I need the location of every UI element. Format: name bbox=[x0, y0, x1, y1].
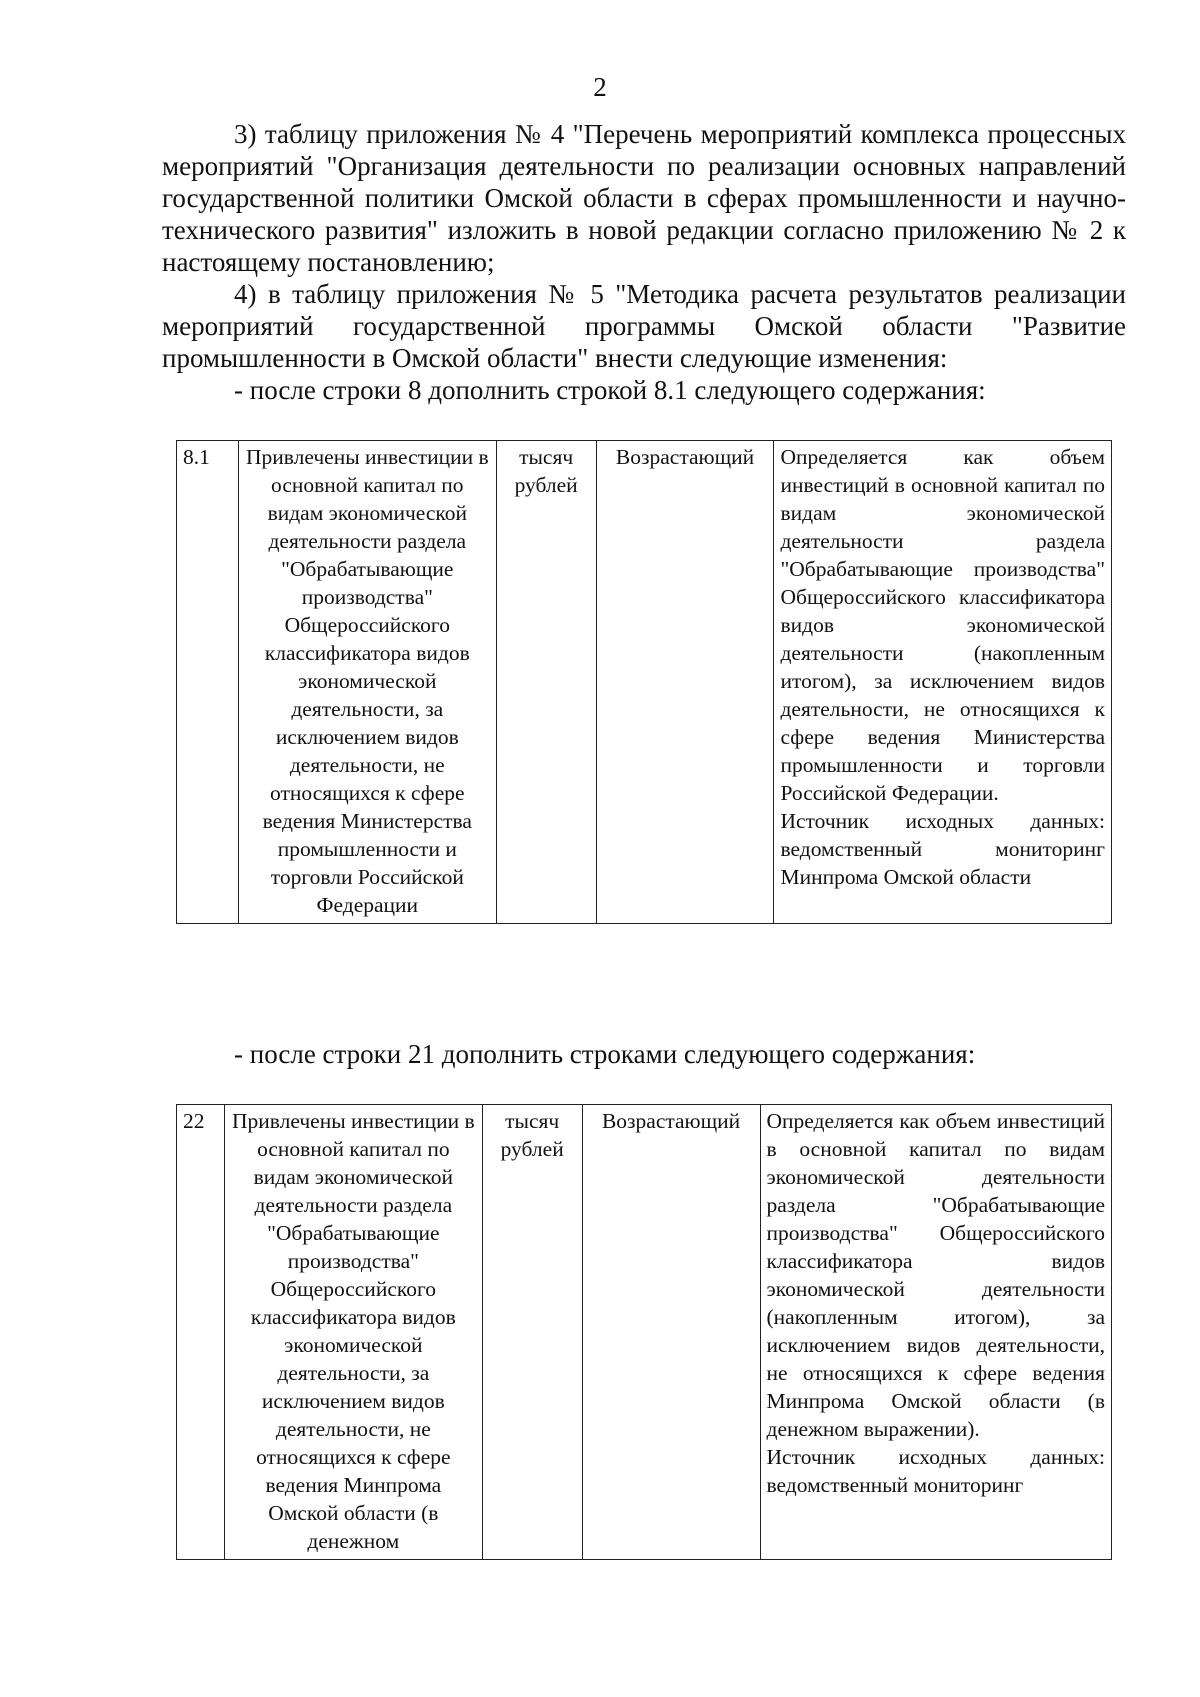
source-text: Источник исходных данных: ведомственный мониторинг bbox=[766, 1445, 1105, 1497]
table-row bbox=[177, 1105, 1112, 1560]
method-cell bbox=[774, 441, 1112, 924]
paragraph-item-4: 4) в таблицу приложения № 5 "Методика расчета результатов реализации мероприятий государственной программы Омской области "Развитие промышленности в Омской области" внести следующие изменения: bbox=[162, 279, 1126, 373]
paragraph-item-3: 3) таблицу приложения № 4 "Перечень мероприятий комплекса процессных мероприятий "Организация деятельности по реализации основных направлений государственной политики Омской области в сферах промышленности и научно-технического развития" изложить в новой редакции согласно приложению № 2 к настоящему постановлению; bbox=[162, 119, 1126, 277]
indicator-cell: Привлечены инвестиции в основной капитал по видам экономической деятельности раздела "Обрабатывающие производства" Общероссийского классификатора видов экономической деятельности, за исключением видов деятельности, не относящихся к сфере ведения Министерства промышленности и торговли Российской Федерации bbox=[238, 441, 496, 924]
unit-cell: тысяч рублей bbox=[496, 441, 596, 924]
row-number-cell: 8.1 bbox=[177, 441, 239, 924]
source-text: Источник исходных данных: ведомственный мониторинг Минпрома Омской области bbox=[780, 809, 1105, 889]
subheading-after-row-8: - после строки 8 дополнить строкой 8.1 следующего содержания: bbox=[234, 375, 986, 405]
body-text bbox=[162, 118, 1126, 406]
method-text: Определяется как объем инвестиций в основной капитал по видам экономической деятельности раздела "Обрабатывающие производства" Общероссийского классификатора видов экономической деятельности (накопленным итогом), за исключением видов деятельности, не относящихся к сфере ведения Минпрома Омской области (в денежном выражении). bbox=[766, 1109, 1105, 1441]
subheading-after-row-21: - после строки 21 дополнить строками следующего содержания: bbox=[234, 1039, 976, 1069]
unit-cell: тысяч рублей bbox=[482, 1105, 582, 1560]
method-cell bbox=[760, 1105, 1111, 1560]
method-text: Определяется как объем инвестиций в основной капитал по видам экономической деятельности раздела "Обрабатывающие производства" Общероссийского классификатора видов экономической деятельности (накопленным итогом), за исключением видов деятельности, не относящихся к сфере ведения Министерства промышленности и торговли Российской Федерации. bbox=[780, 445, 1105, 805]
table-row bbox=[177, 441, 1112, 924]
inserted-row-table-8-1 bbox=[176, 440, 1112, 924]
row-number-cell: 22 bbox=[177, 1105, 225, 1560]
indicator-cell: Привлечены инвестиции в основной капитал по видам экономической деятельности раздела "Обрабатывающие производства" Общероссийского классификатора видов экономической деятельности, за исключением видов деятельности, не относящихся к сфере ведения Минпрома Омской области (в денежном bbox=[224, 1105, 482, 1560]
page-number: 2 bbox=[593, 72, 607, 102]
direction-cell: Возрастающий bbox=[582, 1105, 760, 1560]
direction-cell: Возрастающий bbox=[596, 441, 774, 924]
inserted-row-table-22 bbox=[176, 1104, 1112, 1560]
